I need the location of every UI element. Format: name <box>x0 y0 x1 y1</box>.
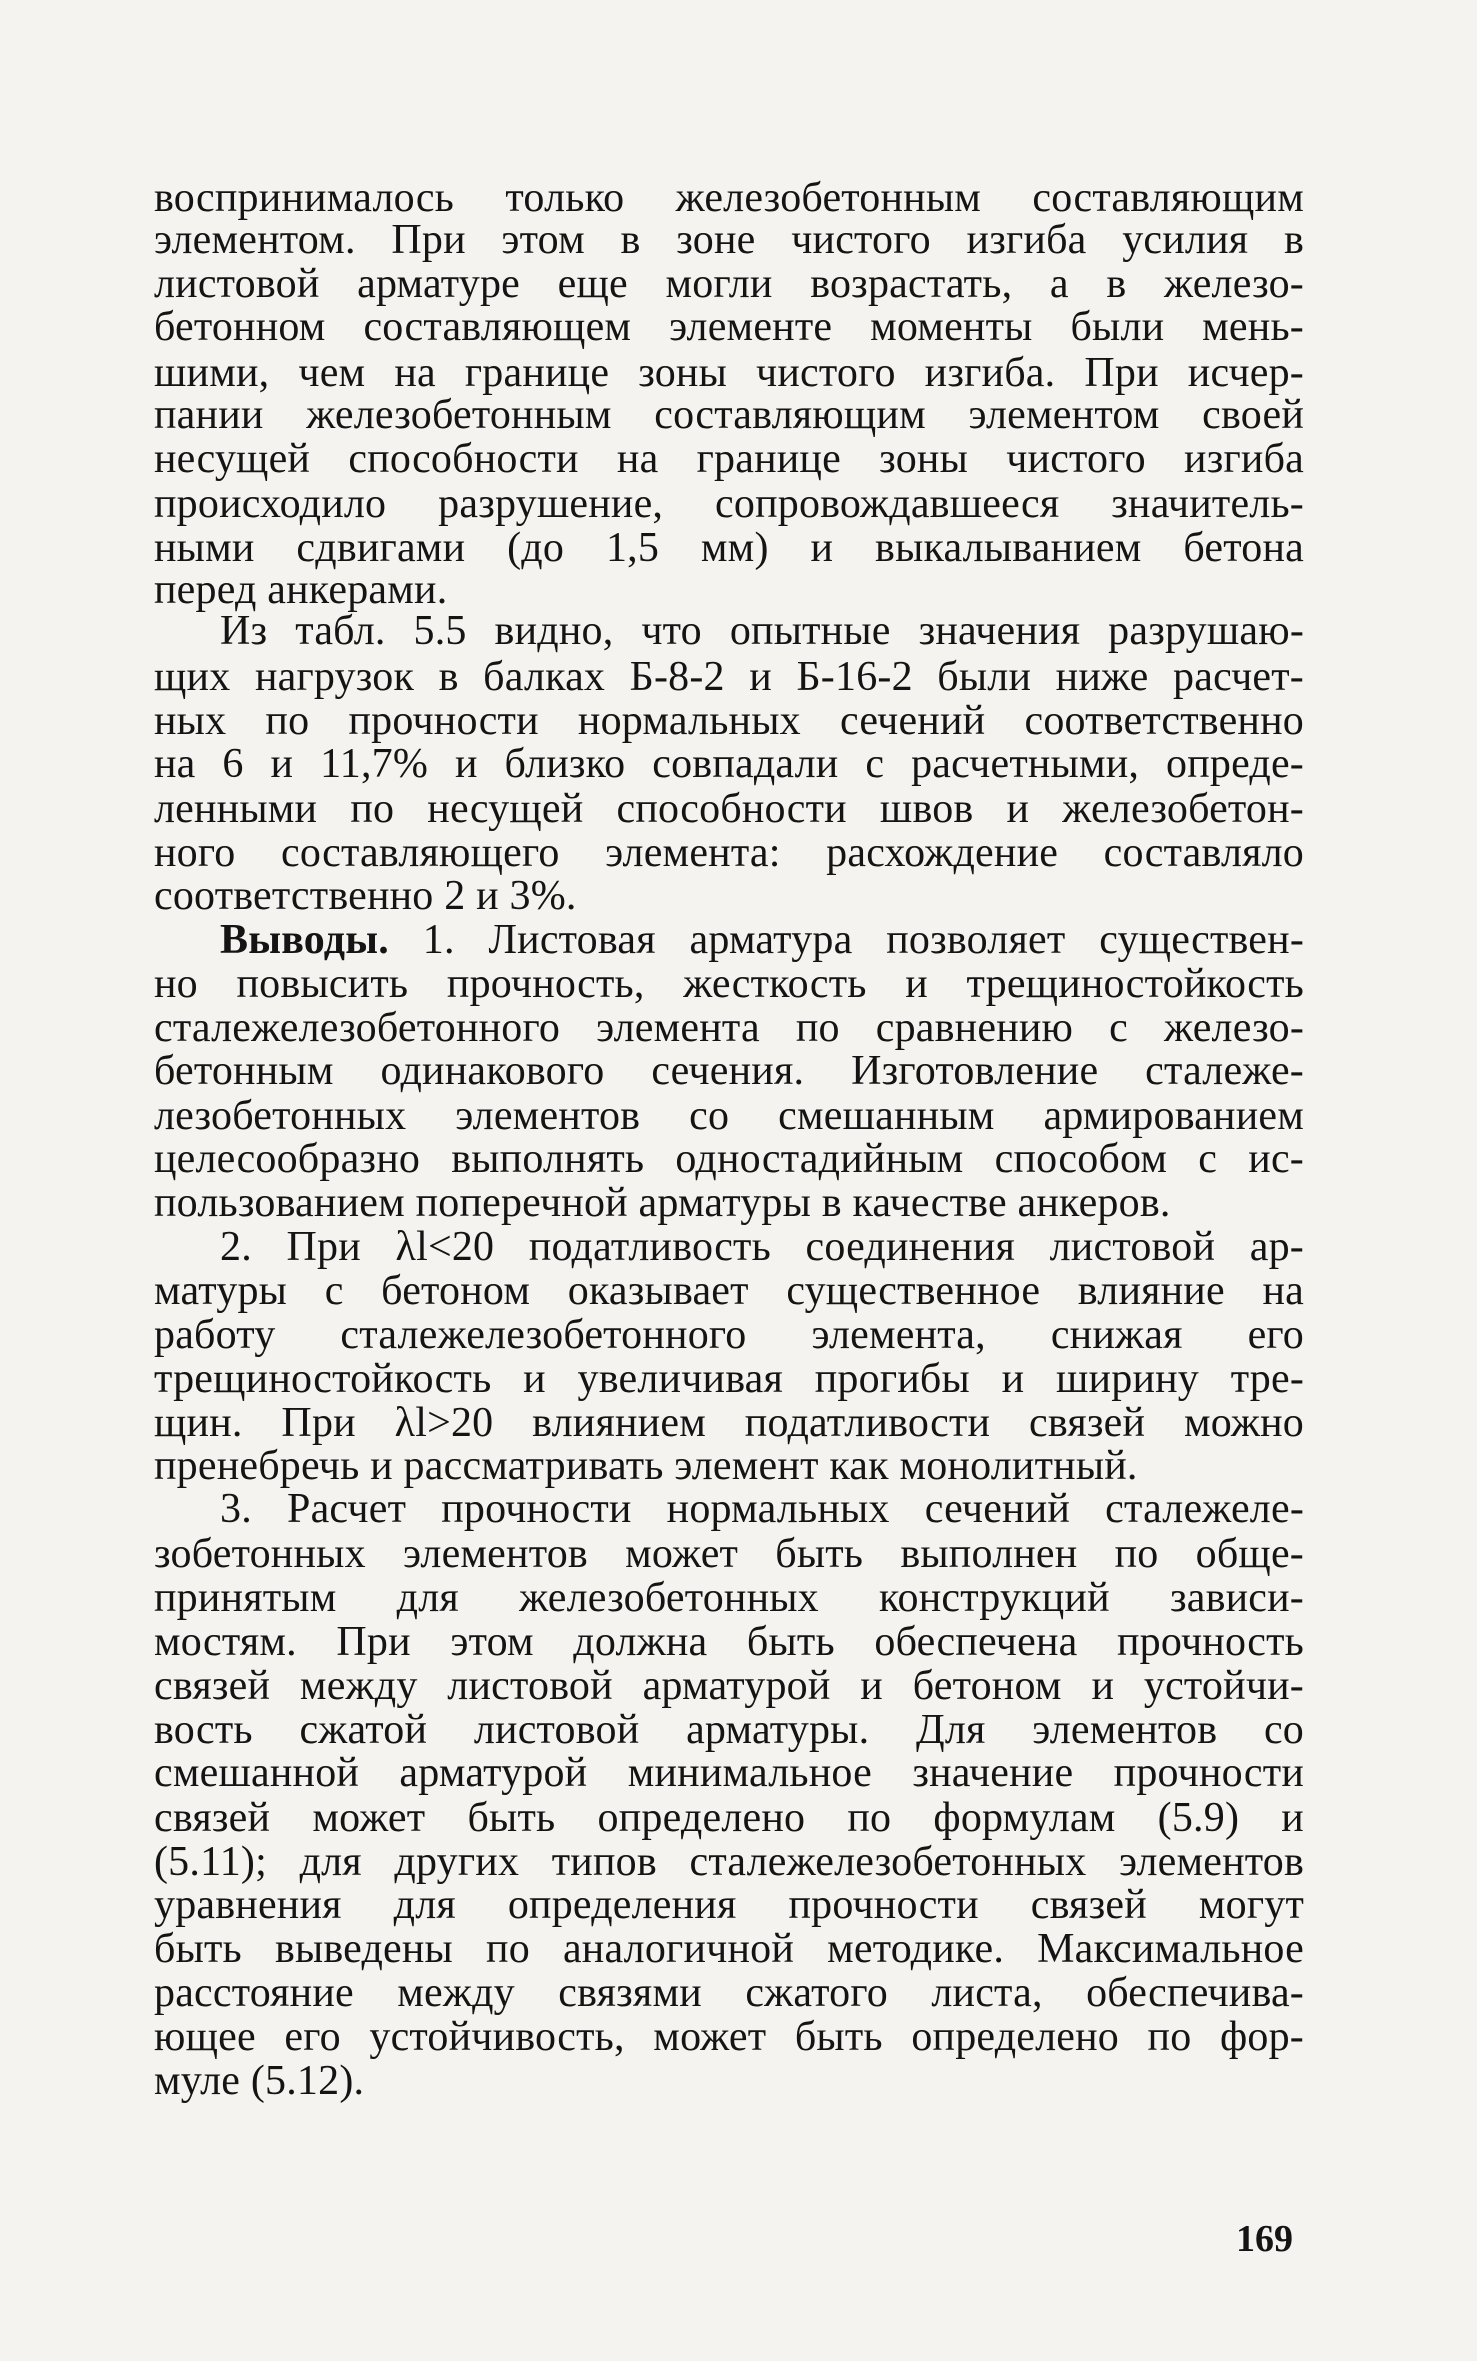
text-line <box>154 1839 1304 1885</box>
line-text: ющее его устойчивость, может быть определено по фор- <box>154 2014 1304 2060</box>
text-line <box>154 698 1304 744</box>
text-line <box>154 481 1304 527</box>
text-line <box>154 1926 1304 1972</box>
text-line <box>154 873 1304 919</box>
text-line <box>154 1750 1304 1796</box>
line-text: зобетонных элементов может быть выполнен по обще- <box>154 1531 1304 1577</box>
line-text: сталежелезобетонного элемента по сравнению с железо- <box>154 1005 1304 1051</box>
line-text: пренебречь и рассматривать элемент как монолитный. <box>154 1443 1138 1489</box>
text-line <box>154 741 1304 787</box>
text-line <box>154 1005 1304 1051</box>
line-text: пользованием поперечной арматуры в качестве анкеров. <box>154 1180 1171 1226</box>
line-text: перед анкерами. <box>154 567 448 613</box>
text-line <box>154 2014 1304 2060</box>
text-line <box>154 1093 1304 1139</box>
line-text: Из табл. 5.5 видно, что опытные значения разрушаю- <box>220 608 1304 654</box>
line-text: (5.11); для других типов сталежелезобетонных элементов <box>154 1839 1304 1885</box>
line-text: связей между листовой арматурой и бетоном и устойчи- <box>154 1663 1304 1709</box>
line-text: но повысить прочность, жесткость и трещиностойкость <box>154 961 1304 1007</box>
text-line <box>154 961 1304 1007</box>
text-line <box>154 525 1304 571</box>
line-text: происходило разрушение, сопровождавшееся значитель- <box>154 481 1304 527</box>
line-text: воспринималось только железобетонным составляющим <box>154 175 1304 221</box>
line-text: работу сталежелезобетонного элемента, снижая его <box>154 1312 1304 1358</box>
line-text: связей может быть определено по формулам (5.9) и <box>154 1795 1304 1841</box>
line-text: пании железобетонным составляющим элементом своей <box>154 392 1304 438</box>
text-line <box>220 917 1304 963</box>
text-line <box>220 1224 1304 1270</box>
text-line <box>154 1531 1304 1577</box>
text-line <box>154 175 1304 221</box>
text-line <box>154 1180 1304 1226</box>
text-line <box>220 1486 1304 1532</box>
text-line <box>154 392 1304 438</box>
line-text: соответственно 2 и 3%. <box>154 873 577 919</box>
line-text: матуры с бетоном оказывает существенное влияние на <box>154 1268 1304 1314</box>
line-text: бетонным одинакового сечения. Изготовление сталеже- <box>154 1048 1304 1094</box>
line-text: мостям. При этом должна быть обеспечена прочность <box>154 1619 1304 1665</box>
text-line <box>154 1136 1304 1182</box>
text-line <box>154 830 1304 876</box>
text-line <box>154 1356 1304 1402</box>
text-line <box>154 1882 1304 1928</box>
text-line <box>154 786 1304 832</box>
line-text: щин. При λl>20 влиянием податливости связей можно <box>154 1400 1304 1446</box>
text-line <box>154 350 1304 396</box>
line-text: целесообразно выполнять одностадийным способом с ис- <box>154 1136 1304 1182</box>
line-text: трещиностойкость и увеличивая прогибы и ширину тре- <box>154 1356 1304 1402</box>
line-text: смешанной арматурой минимальное значение прочности <box>154 1750 1304 1796</box>
text-line <box>154 1048 1304 1094</box>
line-text: листовой арматуре еще могли возрастать, а в железо- <box>154 261 1304 307</box>
line-text: щих нагрузок в балках Б-8-2 и Б-16-2 были ниже расчет- <box>154 654 1304 700</box>
line-text: ных по прочности нормальных сечений соответственно <box>154 698 1304 744</box>
line-text: ными сдвигами (до 1,5 мм) и выкалыванием бетона <box>154 525 1304 571</box>
line-text: шими, чем на границе зоны чистого изгиба. При исчер- <box>154 350 1304 396</box>
text-line <box>154 261 1304 307</box>
line-text: лезобетонных элементов со смешанным армированием <box>154 1093 1304 1139</box>
line-text: муле (5.12). <box>154 2058 365 2104</box>
text-line <box>154 304 1304 350</box>
line-text: ного составляющего элемента: расхождение составляло <box>154 830 1304 876</box>
text-line <box>154 2058 1304 2104</box>
line-text: несущей способности на границе зоны чистого изгиба <box>154 436 1304 482</box>
text-line <box>154 1443 1304 1489</box>
line-text: вость сжатой листовой арматуры. Для элементов со <box>154 1707 1304 1753</box>
text-line <box>154 436 1304 482</box>
text-line <box>154 654 1304 700</box>
section-lead: Выводы. <box>220 917 389 963</box>
line-text: расстояние между связями сжатого листа, обеспечива- <box>154 1970 1304 2016</box>
line-text: элементом. При этом в зоне чистого изгиба усилия в <box>154 217 1304 263</box>
text-line <box>154 217 1304 263</box>
page-number: 169 <box>1236 2218 1293 2260</box>
text-line <box>154 1268 1304 1314</box>
text-line <box>154 1312 1304 1358</box>
line-text: бетонном составляющем элементе моменты были мень- <box>154 304 1304 350</box>
text-line <box>154 1619 1304 1665</box>
text-line <box>220 608 1304 654</box>
text-line <box>154 1400 1304 1446</box>
line-text: 1. Листовая арматура позволяет существен- <box>388 917 1304 963</box>
text-line <box>154 1795 1304 1841</box>
text-line <box>154 1970 1304 2016</box>
text-line <box>154 1663 1304 1709</box>
text-line <box>154 1575 1304 1621</box>
text-line <box>154 1707 1304 1753</box>
line-text: ленными по несущей способности швов и железобетон- <box>154 786 1304 832</box>
line-text: уравнения для определения прочности связей могут <box>154 1882 1304 1928</box>
text-line <box>154 567 1304 613</box>
line-text: 3. Расчет прочности нормальных сечений сталежеле- <box>220 1486 1304 1532</box>
line-text: на 6 и 11,7% и близко совпадали с расчетными, опреде- <box>154 741 1304 787</box>
line-text: 2. При λl<20 податливость соединения листовой ар- <box>220 1224 1304 1270</box>
line-text: быть выведены по аналогичной методике. Максимальное <box>154 1926 1304 1972</box>
line-text: принятым для железобетонных конструкций зависи- <box>154 1575 1304 1621</box>
